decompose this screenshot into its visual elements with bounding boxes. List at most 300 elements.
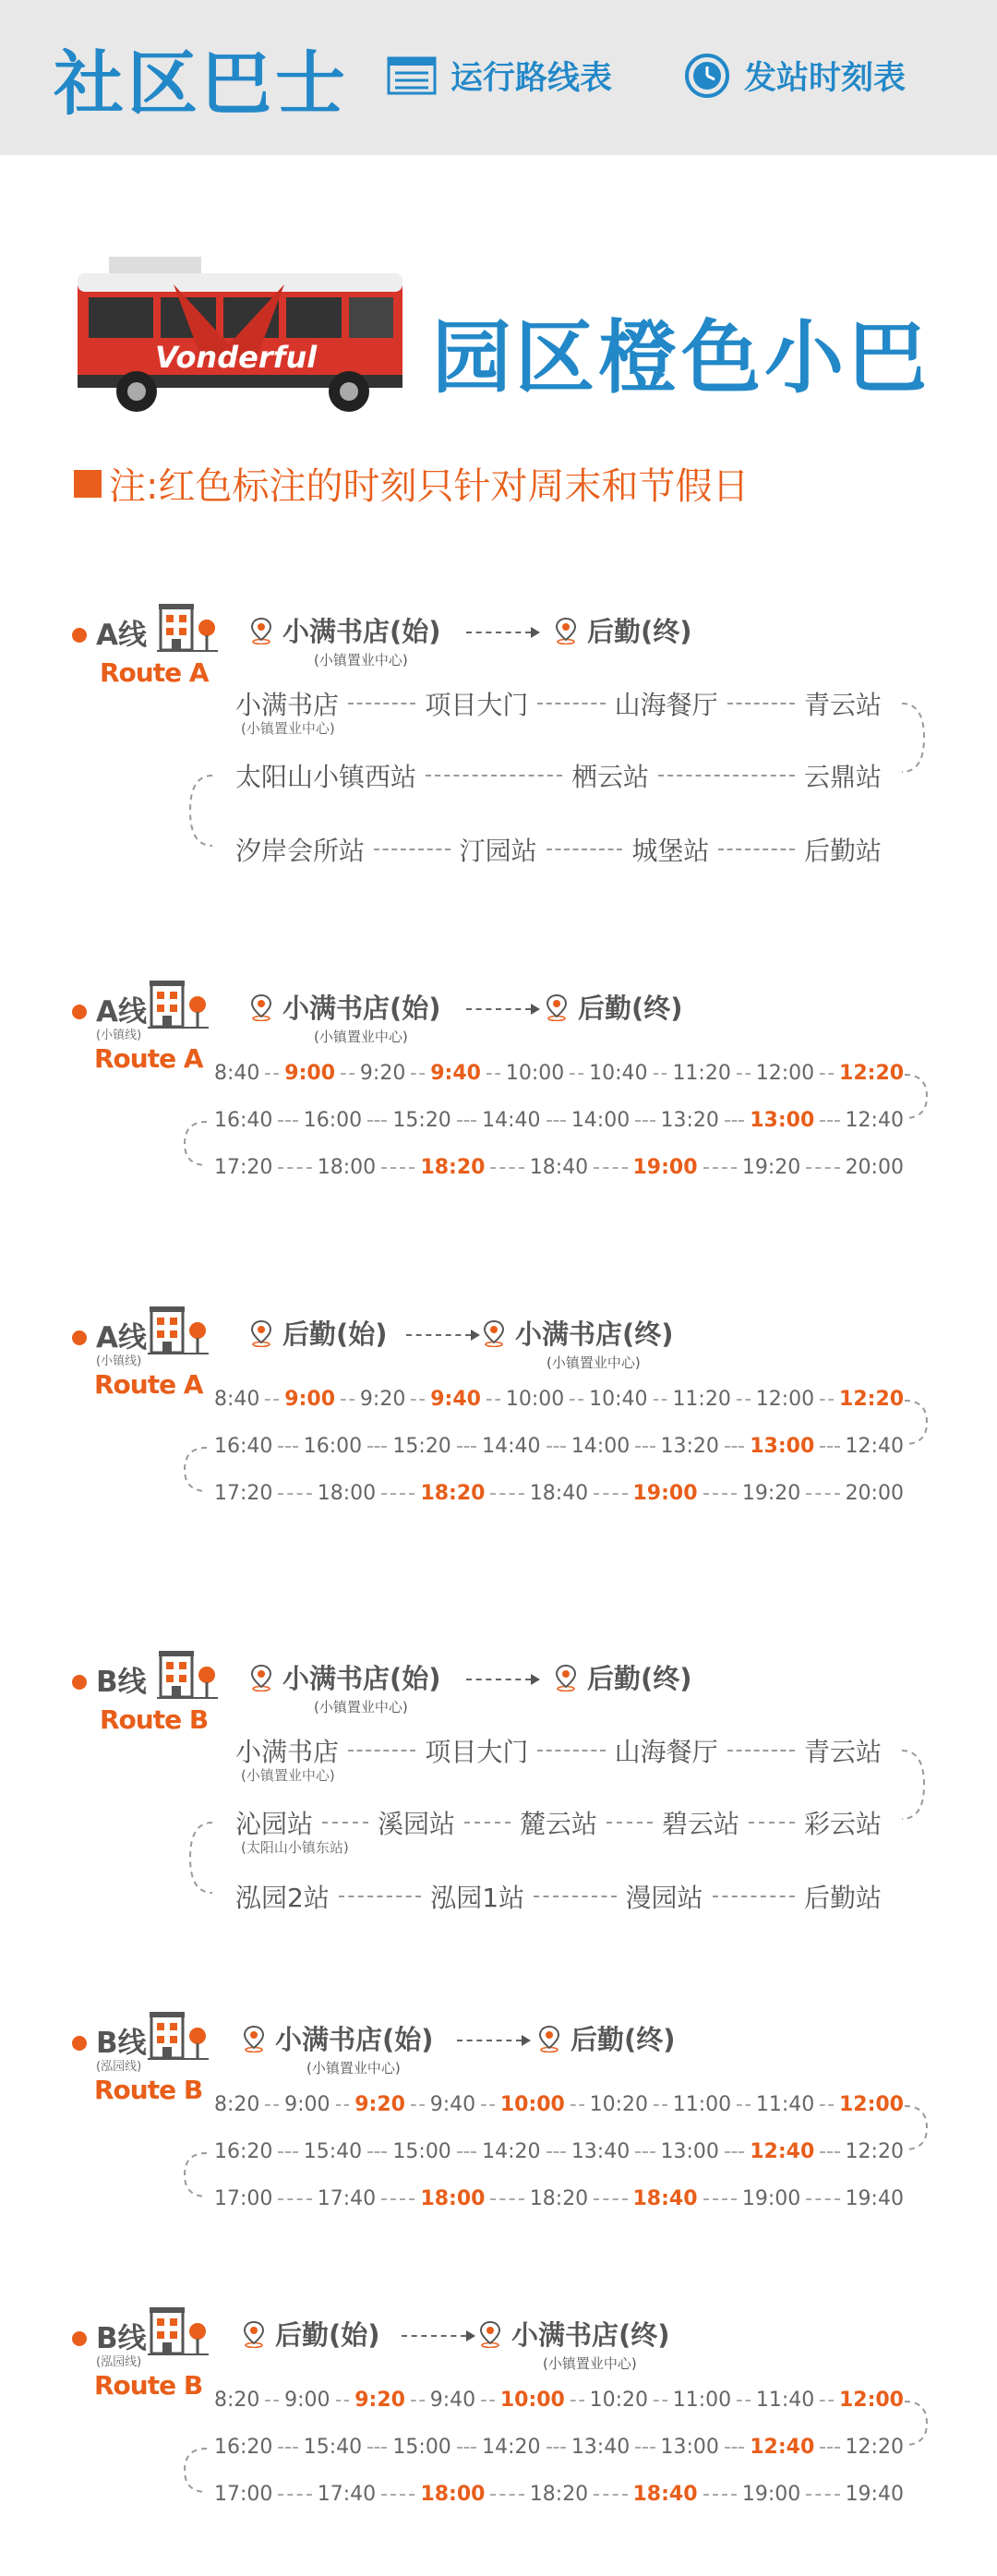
route-start-sublabel: (小镇置业中心) [314,1029,408,1045]
dashed-connector [341,1399,354,1401]
departure-time: 14:40 [482,1435,541,1458]
stop-name [631,831,709,868]
dashed-connector [703,1167,737,1169]
departure-times-row [214,2187,904,2210]
departure-time-holiday: 9:20 [354,2093,405,2116]
dashed-connector [278,2151,297,2153]
orange-dot-bullet [72,1675,87,1690]
dashed-connector [820,1399,834,1401]
departure-time: 20:00 [845,1156,904,1179]
stop-name [662,1804,739,1841]
departure-time: 13:20 [660,1109,719,1132]
stop-label: 后勤站 [803,1883,882,1913]
schedule-label: 发站时刻表 [744,60,907,97]
departure-time: 13:40 [571,2140,631,2163]
weekend-note [74,457,749,510]
dashed-connector [635,2447,655,2449]
stop-name [571,757,649,794]
route-start [249,1658,441,1696]
stop-name [425,685,528,722]
dashed-connector [654,2104,667,2106]
departure-time: 9:00 [284,2389,330,2412]
row-turn-curve-left [181,1120,209,1167]
location-pin-icon [242,2025,266,2052]
stop-label: 山海餐厅 [614,1737,718,1767]
row-turn-curve-left [181,2447,209,2494]
route-start-label: 后勤(始) [275,2319,380,2351]
departure-time: 13:00 [660,2140,719,2163]
dashed-connector [411,1399,425,1401]
dashed-connector [737,1073,751,1075]
departure-time: 8:40 [214,1388,260,1411]
dashed-connector [654,1073,667,1075]
line-name: A线 [96,995,147,1029]
dashed-connector [381,1493,414,1495]
departure-time: 17:20 [214,1156,273,1179]
dashed-connector [727,703,795,704]
dashed-connector [570,1399,583,1401]
departure-time-holiday: 13:00 [750,1435,815,1458]
route-end-label: 后勤(终) [571,2024,676,2055]
direction-arrow [402,2335,466,2339]
dashed-connector [486,1073,500,1075]
dashed-connector [654,2400,667,2401]
stop-name [804,757,882,794]
departure-time: 10:40 [589,1388,648,1411]
line-subname: (泓园线) [96,2355,142,2369]
schedule-link[interactable] [683,46,906,105]
dashed-connector [374,849,450,850]
row-turn-curve-right [900,702,928,774]
dashed-connector [547,849,623,850]
route-start [242,2019,434,2057]
bus-stop-building-icon [157,1649,218,1701]
building-icon-wrap [148,2010,209,2065]
stop-label: 太阳山小镇西站 [235,762,417,792]
dashed-connector [367,2447,387,2449]
stop-list-row [235,1804,883,1856]
dashed-connector [464,1822,511,1824]
dashed-connector [367,2151,387,2153]
dashed-connector [718,849,795,850]
route-end-label: 后勤(终) [587,1663,692,1694]
bus-stop-building-icon [148,979,209,1030]
departure-time: 12:40 [845,1435,904,1458]
line-name: B线 [96,1666,147,1699]
row-turn-curve-left [181,1446,209,1493]
departure-time: 8:40 [214,1062,260,1085]
direction-arrow [466,1679,531,1682]
route-english-label: Route A [94,1043,203,1074]
departure-times-row [214,2389,904,2412]
dashed-connector [571,2400,584,2401]
departure-time: 19:40 [845,2483,904,2506]
stop-label: 项目大门 [425,1737,529,1767]
dashed-connector [703,2494,737,2496]
orange-dot-bullet [72,2036,87,2051]
dashed-connector [654,1399,667,1401]
dashed-connector [635,1120,655,1122]
building-icon-wrap [148,2305,209,2361]
departure-time: 11:40 [755,2389,815,2412]
route-english-label: Route B [94,2370,203,2401]
stop-name [626,1878,703,1915]
stop-label: 漫园站 [625,1883,703,1913]
bus-stop-building-icon [148,2010,209,2062]
dashed-connector [537,1750,605,1751]
row-turn-curve-left [181,2151,209,2198]
clock-icon [683,52,731,100]
dashed-connector [426,775,562,776]
route-end [554,611,692,649]
dashed-connector [806,2494,839,2496]
dashed-connector [490,2198,523,2200]
route-start-label: 后勤(始) [282,1318,388,1350]
departure-time-holiday: 9:00 [284,1062,336,1085]
row-turn-curve-left [186,774,214,848]
departure-time: 14:20 [482,2436,541,2459]
dashed-connector [486,1399,500,1401]
dashed-connector [265,1399,279,1401]
dashed-connector [571,2104,584,2106]
dashed-connector [367,1120,387,1122]
departure-time: 9:20 [359,1062,406,1085]
stop-label: 汀园站 [459,836,537,866]
route-end [478,2315,670,2353]
dashed-connector [381,2198,414,2200]
departure-time: 8:20 [214,2093,260,2116]
departure-times-row [214,2140,904,2163]
dashed-connector [635,1446,655,1448]
stop-name [804,685,882,722]
row-turn-curve-left [186,1821,214,1895]
departure-time-holiday: 18:00 [420,2187,486,2210]
departure-time: 15:00 [392,2140,451,2163]
dashed-connector [635,2151,655,2153]
stop-name [804,831,882,868]
note-square-icon [74,470,102,498]
departure-times-row [214,1388,904,1411]
route-start-label: 小满书店(始) [282,616,441,647]
departure-time-holiday: 19:00 [632,1156,698,1179]
location-pin-icon [249,993,273,1021]
bus-image [72,257,412,415]
stop-label: 溪园站 [378,1809,456,1839]
departure-time-holiday: 18:40 [632,2187,698,2210]
building-icon-wrap [148,979,209,1034]
building-icon-wrap [148,1305,209,1360]
dashed-connector [367,1446,387,1448]
departure-time-holiday: 12:00 [838,2093,904,2116]
departure-time: 17:00 [214,2483,273,2506]
route-english-label: Route A [100,657,209,688]
departure-time-holiday: 12:40 [750,2436,815,2459]
dashed-connector [820,1073,834,1075]
dashed-connector [725,1446,744,1448]
departure-times-row [214,1435,904,1458]
dashed-connector [278,1493,311,1495]
departure-time: 18:40 [529,1482,589,1505]
departure-time: 12:20 [845,2140,904,2163]
route-start-label: 小满书店(始) [275,2024,434,2055]
stop-name [615,1732,718,1769]
direction-arrow [466,1008,531,1012]
departure-times-row [214,1482,904,1505]
dashed-connector [547,2151,566,2153]
dashed-connector [806,1167,839,1169]
stop-name [235,685,340,737]
location-pin-icon [242,2320,266,2348]
route-end [482,1314,674,1352]
departure-time: 13:20 [660,1435,719,1458]
dashed-connector [547,2447,566,2449]
dashed-connector [658,775,795,776]
stop-label: 泓园2站 [235,1883,330,1913]
departure-time: 12:00 [755,1388,815,1411]
stop-list-row [235,757,882,794]
route-end-label: 后勤(终) [578,993,683,1024]
route-english-label: Route B [94,2075,203,2105]
line-name: B线 [96,2322,147,2355]
stop-name [460,831,537,868]
stop-label: 青云站 [803,690,882,720]
departure-time: 16:20 [214,2140,273,2163]
location-pin-icon [537,2025,561,2052]
direction-arrow [466,632,531,635]
stop-label: 青云站 [803,1737,882,1767]
stop-label: 碧云站 [662,1809,740,1839]
line-name: A线 [96,619,147,652]
departure-time: 12:40 [845,1109,904,1132]
dashed-connector [725,1120,744,1122]
dashed-connector [481,2104,495,2106]
dashed-connector [820,2151,839,2153]
stop-label: 小满书店 [235,1737,340,1767]
departure-time-holiday: 18:20 [420,1156,486,1179]
departure-time: 15:20 [392,1435,451,1458]
departure-time: 18:20 [529,2187,589,2210]
dashed-connector [411,2400,425,2401]
stop-label: 云鼎站 [804,762,883,792]
dashed-connector [725,2151,744,2153]
route-end-sublabel: (小镇置业中心) [543,2355,637,2372]
departure-time: 15:00 [392,2436,451,2459]
dashed-connector [820,2104,834,2106]
dashed-connector [339,1896,421,1897]
dashed-connector [703,2198,737,2200]
route-start [249,1314,388,1352]
route-end-label: 小满书店(终) [511,2319,670,2351]
departure-time: 16:20 [214,2436,273,2459]
departure-time: 11:40 [755,2093,815,2116]
stop-list-row [235,685,882,737]
route-table-label: 运行路线表 [450,60,613,97]
route-end [545,988,683,1026]
stop-label: 小满书店 [235,690,340,720]
row-turn-curve-right [903,2400,931,2447]
dashed-connector [820,1120,839,1122]
row-turn-curve-right [900,1749,928,1821]
dashed-connector [265,1073,279,1075]
departure-time: 13:00 [660,2436,719,2459]
departure-time: 15:40 [303,2436,363,2459]
departure-time: 12:20 [845,2436,904,2459]
stop-label: 后勤站 [803,836,882,866]
departure-time: 15:40 [303,2140,363,2163]
dashed-connector [278,2198,311,2200]
stop-list-row [235,1732,882,1784]
departure-time-holiday: 9:20 [354,2389,405,2412]
route-start [249,988,441,1026]
departure-times-row [214,1156,904,1179]
orange-dot-bullet [72,628,87,643]
location-pin-icon [249,1664,273,1691]
departure-time: 14:00 [571,1435,631,1458]
dashed-connector [381,1167,414,1169]
bus-schedule-icon [386,53,438,99]
departure-time: 16:00 [303,1109,363,1132]
location-pin-icon [545,993,569,1021]
orange-dot-bullet [72,1005,87,1019]
departure-time: 10:20 [589,2093,648,2116]
departure-time: 18:00 [317,1156,377,1179]
departure-time-holiday: 12:00 [838,2389,904,2412]
departure-times-row [214,2093,904,2116]
stop-name [235,757,416,794]
dashed-connector [594,1167,627,1169]
route-english-label: Route A [94,1369,203,1400]
departure-time: 16:00 [303,1435,363,1458]
stop-name [425,1732,528,1769]
dashed-connector [570,1073,583,1075]
dashed-connector [725,2447,744,2449]
dashed-connector [594,1493,627,1495]
dashed-connector [703,1493,737,1495]
departure-time: 19:00 [741,2187,801,2210]
dashed-connector [594,2494,627,2496]
stop-label: 栖云站 [571,762,650,792]
departure-time: 19:20 [741,1482,801,1505]
route-table-link[interactable] [386,46,612,105]
route-start-label: 小满书店(始) [282,993,441,1024]
dashed-connector [737,1399,751,1401]
stop-name [235,831,365,868]
dashed-connector [336,2400,350,2401]
departure-time: 16:40 [214,1109,273,1132]
line-name: B线 [96,2027,147,2060]
departure-time-holiday: 12:40 [750,2140,815,2163]
bus-stop-building-icon [148,1305,209,1356]
orange-dot-bullet [72,2331,87,2346]
stop-list-row [235,1878,882,1915]
row-turn-curve-right [903,1073,931,1120]
route-start-sublabel: (小镇置业中心) [314,1699,408,1715]
building-icon-wrap [157,602,218,657]
route-start-sublabel: (小镇置业中心) [314,652,408,668]
location-pin-icon [554,1664,578,1691]
route-start [242,2315,380,2353]
route-start-sublabel: (小镇置业中心) [306,2060,401,2076]
line-subname: (泓园线) [96,2060,142,2074]
stop-name [235,1732,340,1784]
dashed-connector [490,1167,523,1169]
stop-label: 项目大门 [425,690,529,720]
departure-time-holiday: 10:00 [499,2389,565,2412]
departure-time: 15:20 [392,1109,451,1132]
dashed-connector [490,2494,523,2496]
dashed-connector [457,2447,476,2449]
dashed-connector [348,703,415,704]
dashed-connector [749,1822,795,1824]
stop-label: 城堡站 [631,836,710,866]
departure-time: 8:20 [214,2389,260,2412]
departure-times-row [214,2483,904,2506]
stop-name [235,1804,349,1856]
departure-time: 9:40 [429,2389,476,2412]
dashed-connector [457,2151,476,2153]
departure-time: 10:00 [505,1062,565,1085]
route-start-label: 小满书店(始) [282,1663,441,1694]
route-end-label: 小满书店(终) [515,1318,674,1350]
stop-name [520,1804,597,1841]
departure-time-holiday: 12:20 [839,1062,905,1085]
dashed-connector [534,1896,616,1897]
stop-name [804,1732,882,1769]
departure-time: 20:00 [845,1482,904,1505]
dashed-connector [806,2198,839,2200]
dashed-connector [737,2400,751,2401]
dashed-connector [457,1120,476,1122]
dashed-connector [381,2494,414,2496]
stop-list-row [235,831,882,868]
orange-dot-bullet [72,1330,87,1345]
dashed-connector [278,2494,311,2496]
departure-time-holiday: 19:00 [632,1482,698,1505]
row-turn-curve-right [903,1399,931,1446]
dashed-connector [457,1446,476,1448]
departure-time: 10:20 [589,2389,648,2412]
dashed-connector [411,1073,425,1075]
stop-name [430,1878,524,1915]
location-pin-icon [482,1319,506,1347]
dashed-connector [265,2104,279,2106]
dashed-connector [341,1073,354,1075]
departure-time-holiday: 10:00 [499,2093,565,2116]
stop-label: 泓园1站 [430,1883,525,1913]
departure-time: 11:20 [672,1062,731,1085]
departure-time: 10:40 [589,1062,648,1085]
bus-brand-text: Vonderful [155,340,318,375]
location-pin-icon [249,1319,273,1347]
line-subname: (小镇线) [96,1029,142,1042]
departure-time: 16:40 [214,1435,273,1458]
route-english-label: Route B [100,1704,209,1735]
departure-time: 9:00 [284,2093,330,2116]
dashed-connector [278,1446,297,1448]
dashed-connector [820,2447,839,2449]
departure-time: 10:00 [505,1388,565,1411]
departure-time: 19:20 [741,1156,801,1179]
departure-time: 14:00 [571,1109,631,1132]
bus-stop-building-icon [148,2305,209,2357]
stop-sublabel: (小镇置业中心) [241,1767,335,1784]
dashed-connector [490,1493,523,1495]
location-pin-icon [478,2320,502,2348]
row-turn-curve-right [903,2104,931,2151]
stop-label: 沁园站 [235,1809,314,1839]
departure-time: 12:00 [755,1062,815,1085]
departure-time: 13:40 [571,2436,631,2459]
